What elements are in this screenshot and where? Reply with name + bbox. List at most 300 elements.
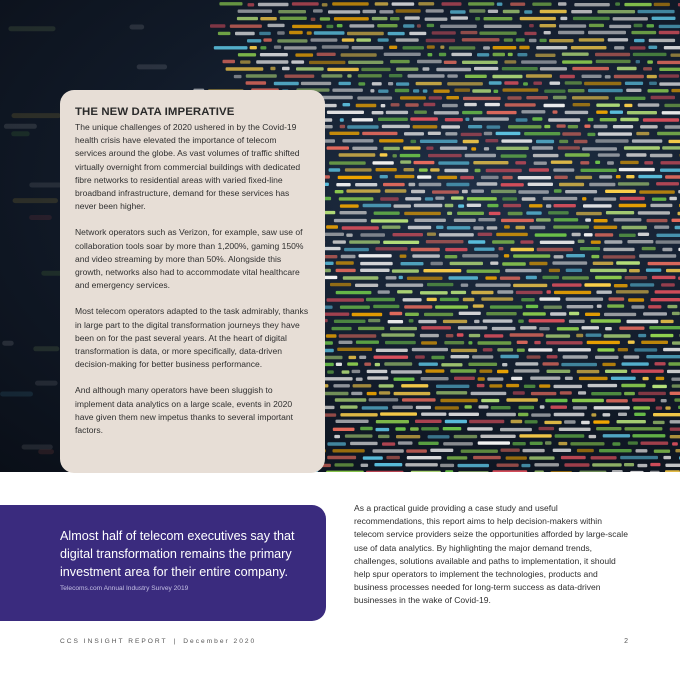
code-token xyxy=(461,133,482,136)
code-token xyxy=(384,147,400,150)
code-token xyxy=(642,247,656,250)
code-token xyxy=(551,471,573,472)
code-token xyxy=(603,248,634,251)
code-token xyxy=(526,74,552,77)
code-token xyxy=(427,24,434,27)
code-token xyxy=(345,168,372,171)
code-token xyxy=(668,362,680,365)
code-token xyxy=(406,449,427,452)
code-token xyxy=(342,38,355,41)
code-token xyxy=(662,146,680,149)
code-token xyxy=(603,434,630,437)
code-token xyxy=(595,356,619,359)
code-token xyxy=(632,139,662,142)
code-token xyxy=(432,190,459,193)
code-token xyxy=(340,204,359,207)
code-token xyxy=(636,132,649,135)
code-token xyxy=(381,104,386,107)
code-token xyxy=(502,363,507,366)
code-token xyxy=(333,240,346,243)
code-token-blur xyxy=(137,64,167,69)
code-token xyxy=(508,212,523,215)
code-token xyxy=(474,67,498,70)
code-token xyxy=(362,132,397,135)
code-token xyxy=(521,298,535,301)
code-token xyxy=(598,132,632,135)
code-token xyxy=(382,226,401,229)
code-token xyxy=(632,434,665,437)
code-token xyxy=(531,413,551,416)
code-token xyxy=(439,233,474,236)
code-token xyxy=(341,255,356,258)
code-token xyxy=(529,319,565,322)
code-token xyxy=(549,269,560,272)
code-token xyxy=(436,68,471,71)
code-token xyxy=(379,391,390,394)
code-token xyxy=(507,96,521,99)
code-token xyxy=(559,428,591,431)
code-token xyxy=(353,384,372,387)
code-token xyxy=(566,269,582,272)
code-token xyxy=(511,420,523,423)
code-token xyxy=(405,103,418,106)
code-token xyxy=(628,298,644,301)
code-token xyxy=(516,226,526,229)
code-token xyxy=(671,378,680,381)
code-token xyxy=(487,377,503,380)
code-token xyxy=(612,470,623,472)
code-token xyxy=(367,376,388,379)
code-token xyxy=(579,38,605,41)
code-token xyxy=(655,362,666,365)
code-token xyxy=(259,32,271,35)
code-token xyxy=(352,313,383,316)
code-token xyxy=(434,111,459,114)
code-token xyxy=(582,147,617,150)
code-token xyxy=(380,412,417,415)
code-token xyxy=(484,17,513,20)
code-token xyxy=(394,378,415,381)
code-token xyxy=(322,45,349,48)
code-token xyxy=(652,385,667,388)
code-token xyxy=(362,406,388,409)
code-token xyxy=(497,464,519,467)
code-token xyxy=(447,212,452,215)
code-token xyxy=(478,233,493,236)
code-token xyxy=(439,53,446,56)
code-token xyxy=(467,204,481,207)
code-token xyxy=(417,24,421,27)
code-token xyxy=(333,449,365,452)
code-token xyxy=(591,392,621,395)
code-token xyxy=(517,349,525,352)
code-token xyxy=(226,67,264,70)
code-token xyxy=(553,168,574,171)
code-token xyxy=(335,463,354,466)
code-token xyxy=(341,53,377,56)
code-token xyxy=(468,341,472,344)
code-token xyxy=(571,46,607,49)
code-token xyxy=(404,132,424,135)
code-token xyxy=(414,161,435,164)
code-token xyxy=(518,320,524,323)
code-token xyxy=(445,204,454,207)
code-token xyxy=(652,17,676,20)
code-token xyxy=(457,333,464,336)
code-token xyxy=(611,377,636,380)
code-token xyxy=(339,334,377,337)
code-token xyxy=(605,190,636,193)
code-token-blur xyxy=(29,215,52,220)
code-token xyxy=(626,153,646,156)
code-token xyxy=(390,327,417,330)
code-token xyxy=(414,204,443,207)
code-token xyxy=(384,53,421,56)
code-token xyxy=(425,197,433,200)
code-token xyxy=(346,234,352,237)
code-token xyxy=(550,82,561,85)
code-token xyxy=(633,406,650,409)
code-token xyxy=(485,139,498,142)
code-token xyxy=(260,17,277,20)
footer-separator: | xyxy=(173,638,178,645)
code-token xyxy=(330,283,351,286)
code-token xyxy=(529,168,549,171)
code-token xyxy=(411,140,417,143)
code-token-blur xyxy=(0,392,33,397)
code-token xyxy=(340,306,370,309)
code-token xyxy=(230,25,262,28)
code-token xyxy=(562,276,589,279)
code-token xyxy=(282,67,290,70)
code-token xyxy=(447,82,483,85)
code-token xyxy=(360,233,385,236)
code-token xyxy=(484,132,492,135)
code-token xyxy=(584,283,611,286)
footer-date: December 2020 xyxy=(183,638,257,645)
code-token xyxy=(638,392,666,395)
code-token xyxy=(569,320,585,323)
code-token xyxy=(539,297,560,300)
code-token xyxy=(477,384,485,387)
code-token xyxy=(342,139,373,142)
code-token xyxy=(238,53,256,56)
code-token xyxy=(643,67,652,70)
code-token xyxy=(583,204,612,207)
code-token xyxy=(344,248,369,251)
code-token xyxy=(376,168,397,171)
code-token xyxy=(582,326,600,329)
code-token xyxy=(616,290,649,293)
code-token xyxy=(558,146,580,149)
code-token xyxy=(518,176,551,179)
code-token xyxy=(501,154,527,157)
code-token xyxy=(445,132,457,135)
code-token xyxy=(396,68,418,71)
code-token xyxy=(557,327,579,330)
code-token xyxy=(634,348,657,351)
code-token xyxy=(628,441,638,444)
code-token xyxy=(445,470,453,472)
code-token xyxy=(390,60,410,63)
code-token xyxy=(375,363,380,366)
code-token xyxy=(463,140,479,143)
code-token xyxy=(361,464,369,467)
code-token xyxy=(397,290,412,293)
code-token xyxy=(449,46,475,49)
code-token xyxy=(340,413,377,416)
code-token xyxy=(427,45,435,48)
code-token xyxy=(425,369,444,372)
code-token xyxy=(339,82,351,85)
code-token xyxy=(674,398,680,401)
code-token xyxy=(467,197,497,200)
code-token xyxy=(428,132,441,135)
code-token xyxy=(497,290,513,293)
code-token xyxy=(458,326,487,329)
code-token xyxy=(562,60,592,63)
code-token xyxy=(321,96,352,99)
code-token xyxy=(292,25,322,28)
code-token xyxy=(473,456,501,459)
code-token xyxy=(596,427,621,430)
code-token xyxy=(652,276,676,279)
code-token xyxy=(483,319,513,322)
code-token xyxy=(587,133,595,136)
code-token xyxy=(415,355,425,358)
code-token xyxy=(381,333,414,336)
code-token xyxy=(404,305,432,308)
code-token xyxy=(311,38,338,41)
code-token xyxy=(432,31,456,34)
code-token xyxy=(454,435,478,438)
code-token xyxy=(333,384,350,387)
code-token-blur xyxy=(8,26,55,31)
code-token xyxy=(376,428,390,431)
code-token xyxy=(327,370,334,373)
code-token xyxy=(650,463,660,466)
code-token xyxy=(435,305,468,308)
code-token xyxy=(629,269,640,272)
code-token xyxy=(349,24,374,27)
code-token xyxy=(388,82,393,85)
code-token xyxy=(594,125,608,128)
code-token xyxy=(625,82,643,85)
code-token xyxy=(349,240,380,243)
code-token xyxy=(546,341,583,344)
code-token xyxy=(505,103,536,106)
code-token xyxy=(519,406,535,409)
code-token xyxy=(669,140,680,143)
code-token xyxy=(506,456,527,459)
code-token xyxy=(324,413,337,416)
code-token xyxy=(545,399,567,402)
code-token xyxy=(594,197,617,200)
code-token xyxy=(661,283,675,286)
code-token xyxy=(334,320,366,323)
code-token xyxy=(648,305,661,308)
code-token xyxy=(553,110,558,113)
code-token xyxy=(599,175,612,178)
code-token xyxy=(478,341,512,344)
code-token xyxy=(475,169,481,172)
code-token xyxy=(348,61,383,64)
code-token xyxy=(503,10,520,13)
code-token xyxy=(388,32,405,35)
code-token xyxy=(515,362,538,365)
code-token xyxy=(589,435,597,438)
code-token xyxy=(388,320,404,323)
code-token xyxy=(670,428,680,431)
code-token xyxy=(603,255,635,258)
code-token xyxy=(478,218,495,221)
code-token xyxy=(641,341,668,344)
code-token xyxy=(659,31,680,34)
code-token xyxy=(501,449,520,452)
code-token xyxy=(536,46,567,49)
code-token xyxy=(379,139,403,142)
code-token xyxy=(459,312,481,315)
code-token xyxy=(576,212,602,215)
code-token xyxy=(505,269,541,272)
code-token xyxy=(418,442,438,445)
code-token xyxy=(618,182,649,185)
code-token xyxy=(649,326,680,329)
code-token xyxy=(523,449,545,452)
code-token xyxy=(412,348,448,351)
code-token xyxy=(451,196,464,199)
code-token xyxy=(426,147,433,150)
code-token xyxy=(485,103,500,106)
code-token xyxy=(652,198,667,201)
code-token xyxy=(619,204,647,207)
code-token xyxy=(560,17,567,20)
code-token xyxy=(559,140,568,143)
code-token xyxy=(648,46,657,49)
code-token xyxy=(421,377,449,380)
code-token xyxy=(522,197,536,200)
footer-report-name: CCS INSIGHT REPORT xyxy=(60,638,168,645)
code-token xyxy=(326,25,333,28)
code-token xyxy=(340,125,345,128)
code-token xyxy=(548,211,569,214)
code-token xyxy=(555,434,585,437)
code-token xyxy=(540,39,547,42)
code-token xyxy=(620,197,645,200)
code-token xyxy=(675,449,680,452)
code-token xyxy=(614,46,624,49)
code-token xyxy=(566,254,585,257)
code-token xyxy=(357,96,392,99)
code-token xyxy=(480,435,515,438)
code-token xyxy=(535,233,567,236)
code-token xyxy=(469,9,485,12)
code-token xyxy=(214,46,248,49)
code-token xyxy=(502,197,517,200)
code-token xyxy=(410,427,419,430)
code-token xyxy=(493,46,517,49)
code-token xyxy=(595,233,613,236)
code-token xyxy=(661,399,667,402)
code-token xyxy=(474,320,479,323)
code-token xyxy=(343,103,351,106)
code-token xyxy=(451,16,468,19)
code-token xyxy=(493,53,505,56)
code-token xyxy=(558,31,584,34)
code-token xyxy=(334,435,340,438)
code-token xyxy=(289,31,303,34)
code-token xyxy=(563,355,588,358)
code-token xyxy=(487,125,501,128)
code-token xyxy=(513,254,550,257)
code-token xyxy=(570,442,604,445)
code-token xyxy=(421,413,446,416)
code-token xyxy=(595,139,628,142)
code-token xyxy=(393,233,424,236)
code-token xyxy=(672,442,678,445)
code-token xyxy=(440,25,477,28)
code-token xyxy=(620,118,638,121)
code-token xyxy=(471,147,476,150)
code-token xyxy=(569,312,579,315)
code-token xyxy=(607,161,614,164)
code-token xyxy=(519,46,529,49)
code-token xyxy=(614,284,628,287)
code-token xyxy=(399,276,403,279)
code-token xyxy=(337,24,343,27)
code-token xyxy=(382,125,410,128)
code-token xyxy=(426,39,455,42)
code-token xyxy=(572,233,581,236)
code-token xyxy=(462,38,500,41)
code-token xyxy=(523,312,546,315)
code-token xyxy=(547,290,551,293)
code-token-blur xyxy=(13,198,58,203)
code-token xyxy=(651,298,680,301)
code-token xyxy=(380,197,399,200)
code-token xyxy=(659,25,680,28)
code-token xyxy=(494,90,499,93)
code-token xyxy=(591,241,601,244)
code-token xyxy=(471,392,507,395)
code-token xyxy=(416,406,431,409)
code-token xyxy=(539,427,555,430)
code-token xyxy=(653,413,680,416)
code-token xyxy=(604,313,636,316)
code-token xyxy=(342,370,350,373)
code-token xyxy=(526,96,548,99)
code-token xyxy=(546,204,551,207)
code-token xyxy=(565,81,582,84)
code-token xyxy=(479,405,489,408)
code-token xyxy=(619,168,655,171)
code-token xyxy=(240,60,250,63)
code-token xyxy=(544,125,550,128)
code-token xyxy=(325,262,334,265)
code-token xyxy=(368,319,380,322)
code-token xyxy=(378,118,408,121)
code-token xyxy=(376,349,408,352)
code-token xyxy=(630,471,643,472)
code-token xyxy=(518,413,528,416)
code-token xyxy=(322,3,328,6)
code-token xyxy=(440,298,459,301)
intro-card xyxy=(60,90,325,473)
code-token xyxy=(592,463,622,466)
code-token xyxy=(458,464,490,467)
code-token xyxy=(445,255,458,258)
code-token xyxy=(573,406,587,409)
